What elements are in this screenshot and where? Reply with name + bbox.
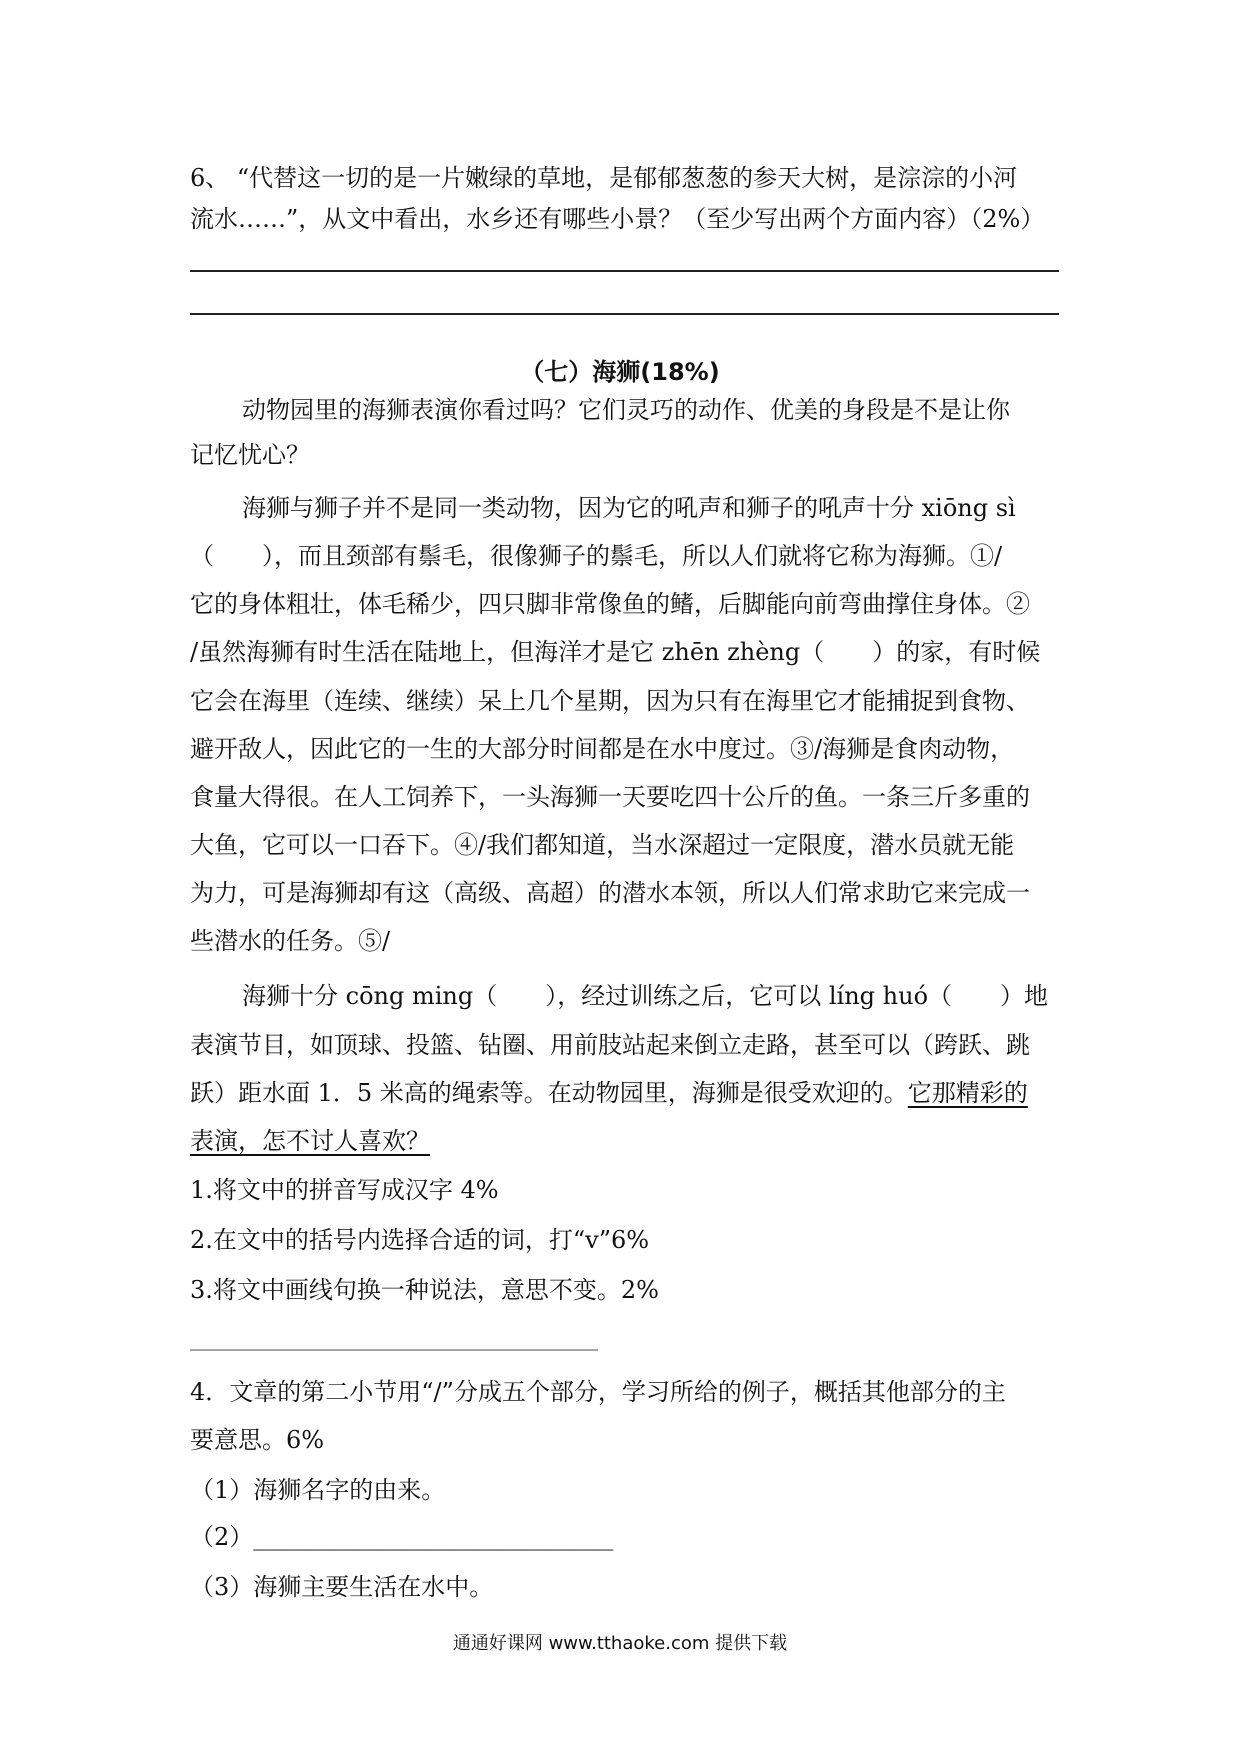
- underlined-sentence-part-1: 它那精彩的: [907, 1079, 1028, 1107]
- passage-p2-line-5: 它会在海里（连续、继续）呆上几个星期，因为只有在海里它才能捕捉到食物、: [190, 687, 1030, 715]
- passage-p2-line-10: 些潜水的任务。⑤/: [190, 927, 391, 955]
- passage-p2-line-8: 大鱼，它可以一口吞下。④/我们都知道，当水深超过一定限度，潜水员就无能: [190, 831, 1015, 859]
- passage-p2-line-6: 避开敌人，因此它的一生的大部分时间都是在水中度过。③/海狮是食肉动物，: [190, 735, 1015, 763]
- passage-p3-line-3-text: 跃）距水面 1．5 米高的绳索等。在动物园里，海狮是很受欢迎的。: [190, 1079, 908, 1107]
- question-4-line-1: 4．文章的第二小节用“/”分成五个部分，学习所给的例子，概括其他部分的主: [190, 1378, 1006, 1406]
- question-4-line-2: 要意思。6%: [190, 1426, 325, 1454]
- question-4-sub-3: （3）海狮主要生活在水中。: [190, 1573, 494, 1601]
- passage-p2-line-3: 它的身体粗壮，体毛稀少，四只脚非常像鱼的鳍，后脚能向前弯曲撑住身体。②: [190, 590, 1030, 618]
- question-3: 3.将文中画线句换一种说法，意思不变。2%: [190, 1276, 659, 1304]
- passage-p1-line-2: 记忆忧心？: [190, 441, 310, 469]
- question-4-sub-1: （1）海狮名字的由来。: [190, 1476, 446, 1504]
- question-1: 1.将文中的拼音写成汉字 4%: [190, 1176, 499, 1204]
- question-3-answer-blank[interactable]: __________________________________: [190, 1323, 598, 1351]
- passage-p3-line-1: 海狮十分 cōng ming（ ），经过训练之后，它可以 líng huó（ ）地: [242, 982, 1049, 1010]
- passage-p1-line-1: 动物园里的海狮表演你看过吗？它们灵巧的动作、优美的身段是不是让你: [242, 396, 1010, 424]
- question-6-line-1: 6、 “代替这一切的是一片嫩绿的草地，是郁郁葱葱的参天大树，是淙淙的小河: [190, 164, 1018, 192]
- answer-line-2[interactable]: [190, 313, 1059, 315]
- passage-p2-line-4: /虽然海狮有时生活在陆地上，但海洋才是它 zhēn zhèng（ ）的家，有时候: [190, 638, 1041, 666]
- question-2: 2.在文中的括号内选择合适的词，打“v”6%: [190, 1226, 650, 1254]
- passage-p3-line-3: [190, 1078, 1060, 1108]
- passage-p2-line-9: 为力，可是海狮却有这（高级、高超）的潜水本领，所以人们常求助它来完成一: [190, 879, 1030, 907]
- question-4-sub-2[interactable]: （2）______________________________: [190, 1523, 614, 1551]
- footer-credit: 通通好课网 www.tthaoke.com 提供下载: [452, 1633, 788, 1654]
- section-title: （七）海狮(18%): [520, 358, 720, 386]
- question-6-line-2: 流水……”，从文中看出，水乡还有哪些小景？（至少写出两个方面内容）（2%）: [190, 205, 1045, 233]
- answer-line-1[interactable]: [190, 270, 1059, 272]
- passage-p3-line-4: [190, 1126, 1060, 1156]
- underlined-sentence-part-2: 表演，怎不讨人喜欢？: [190, 1127, 430, 1155]
- passage-p3-line-2: 表演节目，如顶球、投篮、钻圈、用前肢站起来倒立走路，甚至可以（跨跃、跳: [190, 1031, 1030, 1059]
- passage-p2-line-7: 食量大得很。在人工饲养下，一头海狮一天要吃四十公斤的鱼。一条三斤多重的: [190, 783, 1030, 811]
- passage-p2-line-2: （ ），而且颈部有鬃毛，很像狮子的鬃毛，所以人们就将它称为海狮。①/: [190, 542, 1003, 570]
- passage-p2-line-1: 海狮与狮子并不是同一类动物，因为它的吼声和狮子的吼声十分 xiōng sì: [242, 494, 1016, 522]
